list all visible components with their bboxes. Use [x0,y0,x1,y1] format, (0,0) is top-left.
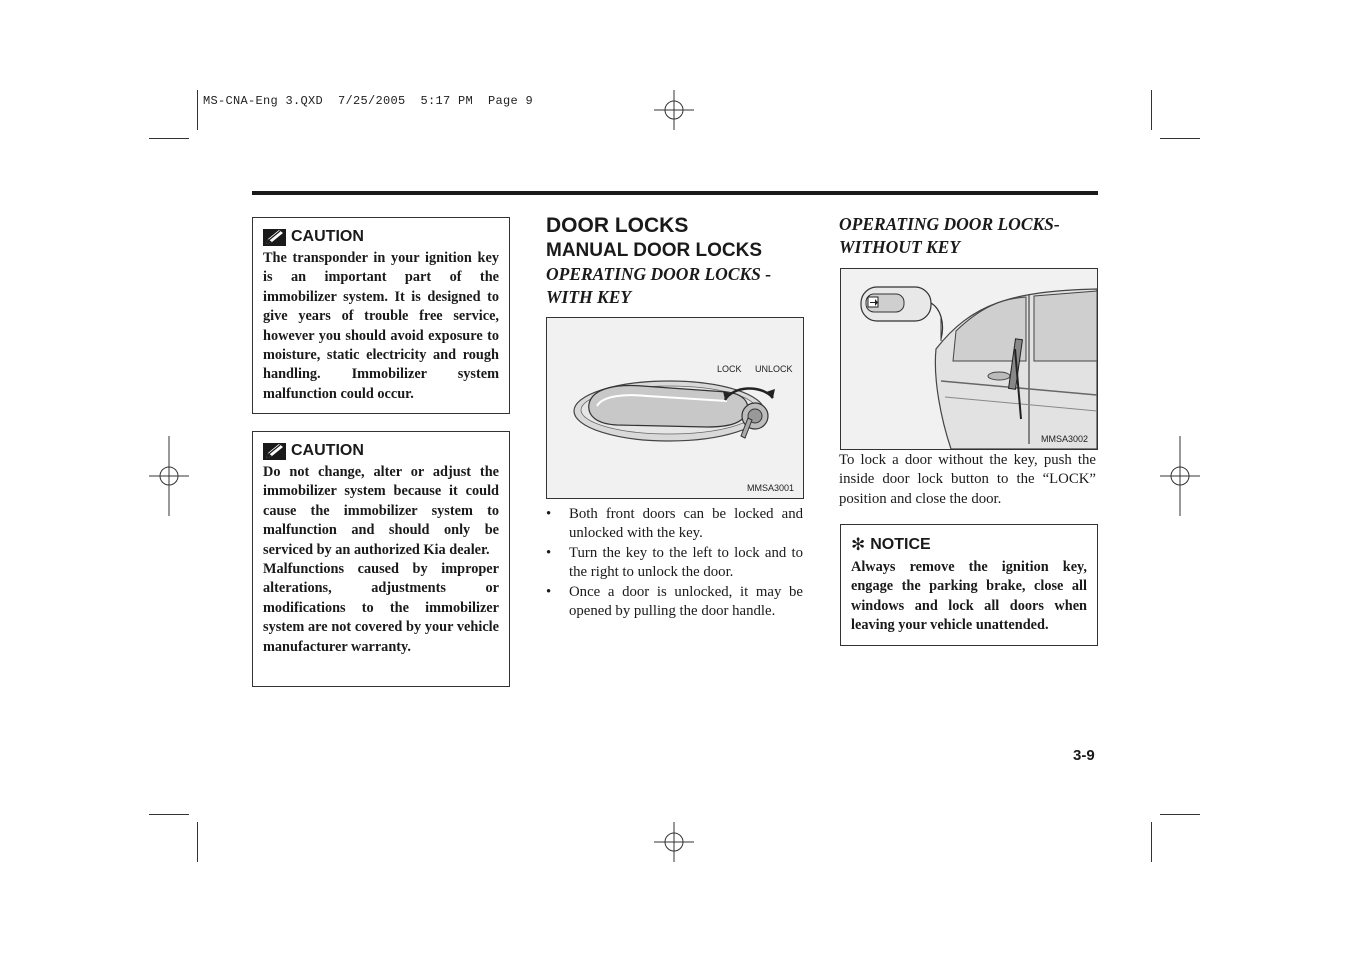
car-door-figure [840,268,1098,450]
header-rule [252,191,1098,195]
figure-code: MMSA3002 [1041,434,1089,444]
page-number: 3-9 [1073,747,1095,764]
crop-mark [1151,822,1152,862]
subsection-title: MANUAL DOOR LOCKS [546,240,763,261]
crop-mark [149,138,189,139]
caution-box-immobilizer [252,431,510,687]
figure-label-lock: LOCK [717,364,742,374]
caution-text: Malfunctions caused by improper alterations, adjustments or modifications to the immobilizer system are not covered by your vehicle manufacturer warranty. [263,561,499,655]
caution-pencil-icon [263,443,286,460]
topic-heading [839,213,1099,259]
crop-mark [1160,814,1200,815]
registration-mark [149,436,189,516]
caution-pencil-icon [263,229,286,246]
crop-mark [1151,90,1152,130]
print-slug: MS-CNA-Eng 3.QXD 7/25/2005 5:17 PM Page 9 [203,94,534,108]
notice-box [840,524,1098,646]
crop-mark [149,814,189,815]
caution-header [263,442,499,460]
list-item: • Both front doors can be locked and unlocked with the key. [546,505,803,544]
figure-code: MMSA3001 [747,483,795,493]
caution-title: CAUTION [291,228,364,245]
registration-mark [1160,436,1200,516]
topic-heading-line: WITHOUT KEY [839,237,961,257]
topic-heading [546,263,804,309]
registration-mark [654,822,694,862]
car-door-illustration [841,269,1097,449]
caution-box-transponder [252,217,510,414]
list-item: • Once a door is unlocked, it may be opened by pulling the door handle. [546,583,803,622]
crop-mark [1160,138,1200,139]
notice-text: Always remove the ignition key, engage the parking brake, close all windows and lock all doors when leaving your vehicle unattended. [851,559,1087,634]
topic-heading-line: WITH KEY [546,287,632,307]
caution-header [263,228,499,246]
notice-header [851,535,1087,555]
crop-mark [197,822,198,862]
instruction-list [546,505,803,621]
caution-text: The transponder in your ignition key is an important part of the immobilizer system. It is designed to give years of trouble free service, however you should avoid exposure to moisture, static electricity and rough handling. Immobilizer system malfunction could occur. [263,250,499,402]
topic-heading-line: OPERATING DOOR LOCKS - [546,264,772,284]
caution-title: CAUTION [291,442,364,459]
topic-heading-line: OPERATING DOOR LOCKS- [839,214,1060,234]
registration-mark [654,90,694,130]
section-title: DOOR LOCKS [546,214,689,237]
notice-asterisk-icon: ✻ [851,535,866,554]
notice-title: NOTICE [870,536,931,553]
door-handle-illustration [547,318,803,498]
door-handle-figure [546,317,804,499]
instruction-paragraph: To lock a door without the key, push the inside door lock button to the “LOCK” position and close the door. [839,452,1096,507]
list-item: • Turn the key to the left to lock and to the right to unlock the door. [546,544,803,583]
caution-text: Do not change, alter or adjust the immobilizer system because it could cause the immobilizer system to malfunction and should only be serviced by an authorized Kia dealer. [263,464,499,558]
figure-label-unlock: UNLOCK [755,364,793,374]
crop-mark [197,90,198,130]
